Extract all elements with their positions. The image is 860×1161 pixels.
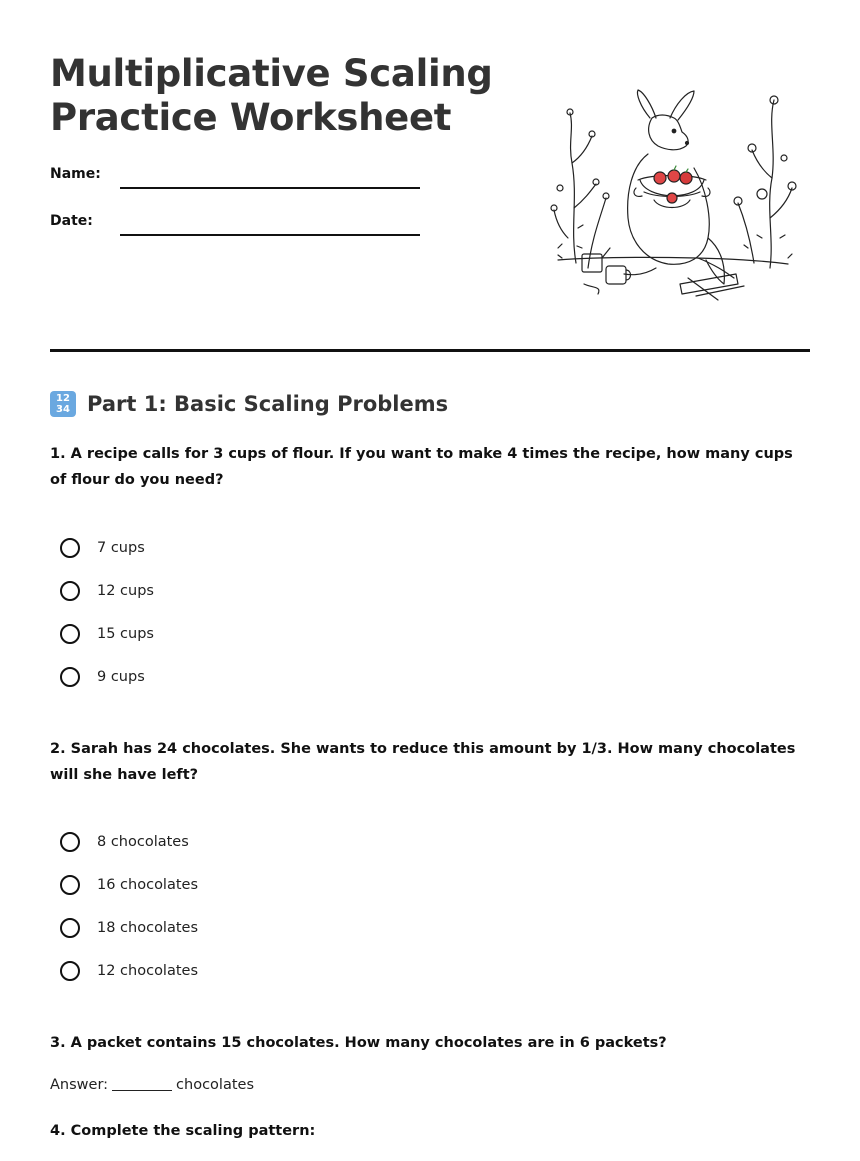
- q2-option-d[interactable]: [60, 959, 198, 983]
- radio-button[interactable]: [60, 918, 80, 938]
- date-field[interactable]: [120, 234, 420, 236]
- option-label: 15 cups: [97, 626, 154, 642]
- radio-button[interactable]: [60, 961, 80, 981]
- worksheet-title: [50, 52, 493, 140]
- radio-button[interactable]: [60, 875, 80, 895]
- option-label: 16 chocolates: [97, 877, 199, 893]
- radio-button[interactable]: [60, 624, 80, 644]
- section-part-1: [50, 388, 448, 420]
- header-divider: [50, 349, 810, 352]
- question-2-text: 2. Sarah has 24 chocolates. She wants to reduce this amount by 1/3. How many chocolates will she have left?: [50, 741, 796, 783]
- radio-button[interactable]: [60, 538, 80, 558]
- answer-label: Answer:: [50, 1077, 109, 1093]
- answer-unit: chocolates: [176, 1077, 254, 1093]
- question-1-text: 1. A recipe calls for 3 cups of flour. If you want to make 4 times the recipe, how many cups of flour do you need?: [50, 446, 793, 488]
- q2-option-b[interactable]: [60, 873, 198, 897]
- question-3-text: 3. A packet contains 15 chocolates. How many chocolates are in 6 packets?: [50, 1035, 667, 1051]
- option-label: 9 cups: [97, 669, 145, 685]
- option-label: 8 chocolates: [97, 834, 189, 850]
- option-label: 7 cups: [97, 540, 145, 556]
- radio-button[interactable]: [60, 581, 80, 601]
- kangaroo-illustration: [548, 88, 798, 308]
- option-label: 12 chocolates: [97, 963, 199, 979]
- numbers-icon: 12 34: [50, 391, 76, 417]
- q1-option-c[interactable]: [60, 622, 154, 646]
- date-label: Date:: [50, 213, 93, 229]
- radio-button[interactable]: [60, 832, 80, 852]
- q2-option-a[interactable]: [60, 830, 189, 854]
- title-line-1: Multiplicative Scaling: [50, 52, 493, 95]
- option-label: 12 cups: [97, 583, 154, 599]
- name-label: Name:: [50, 166, 101, 182]
- question-4-text: 4. Complete the scaling pattern:: [50, 1123, 316, 1139]
- name-field[interactable]: [120, 187, 420, 189]
- q2-option-c[interactable]: [60, 916, 198, 940]
- radio-button[interactable]: [60, 667, 80, 687]
- title-line-2: Practice Worksheet: [50, 96, 452, 139]
- question-3-answer: [50, 1074, 254, 1093]
- answer-blank[interactable]: [112, 1074, 172, 1091]
- section-title: Part 1: Basic Scaling Problems: [87, 392, 449, 416]
- q1-option-a[interactable]: [60, 536, 145, 560]
- option-label: 18 chocolates: [97, 920, 199, 936]
- q1-option-b[interactable]: [60, 579, 154, 603]
- q1-option-d[interactable]: [60, 665, 145, 689]
